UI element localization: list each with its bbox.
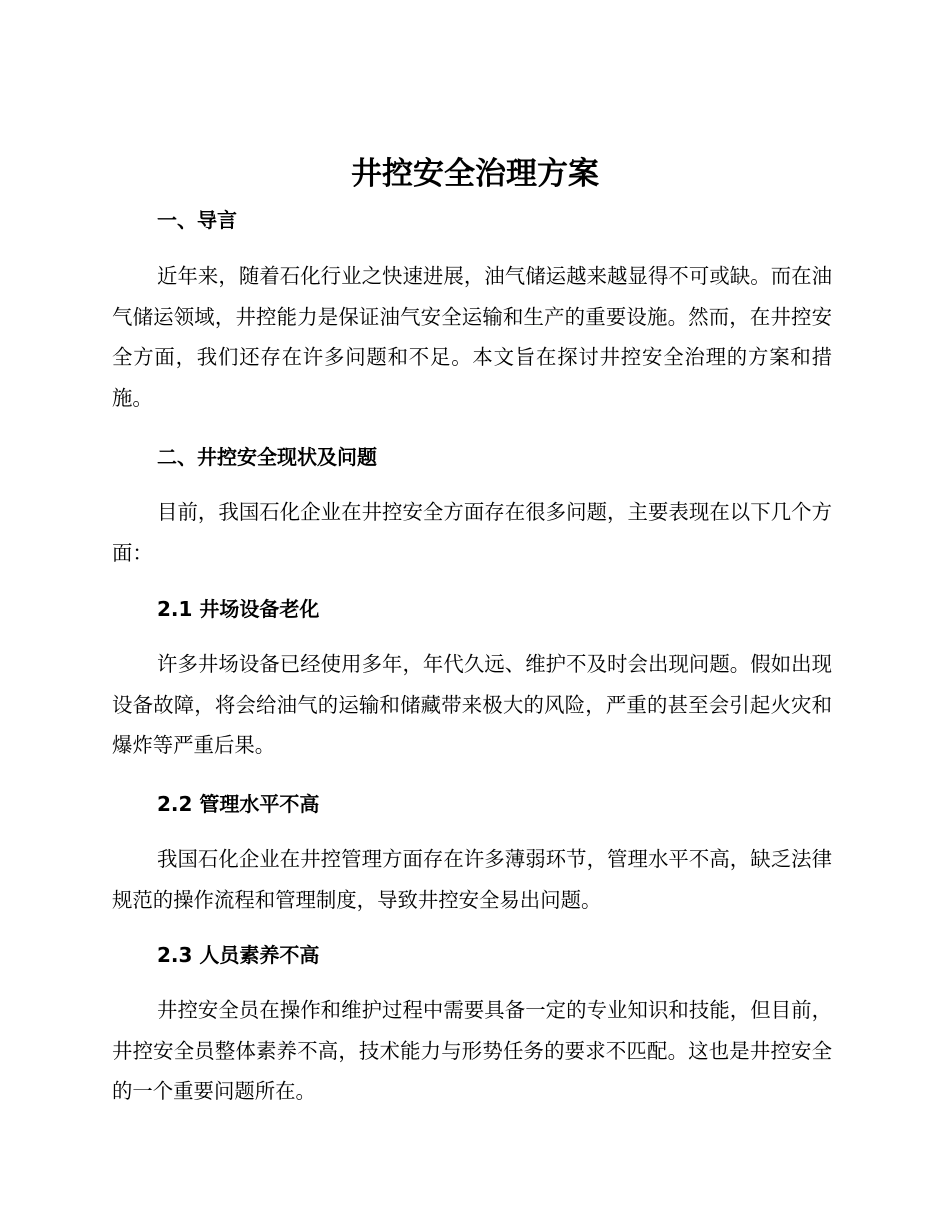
section-heading-status-and-problems: 二、井控安全现状及问题 <box>157 445 377 469</box>
document-title: 井控安全治理方案 <box>351 156 599 192</box>
section-paragraph-introduction: 近年来，随着石化行业之快速进展，油气储运越来越显得不可或缺。而在油气储运领域，井控能力是保证油气安全运输和生产的重要设施。然而，在井控安全方面，我们还存在许多问题和不足。本文旨在探讨井控安全治理的方案和措施。 <box>112 264 832 411</box>
subsection-heading-equipment-aging: 2.1 井场设备老化 <box>157 597 320 621</box>
subsection-paragraph-equipment-aging: 许多井场设备已经使用多年，年代久远、维护不及时会出现问题。假如出现设备故障，将会给油气的运输和储藏带来极大的风险，严重的甚至会引起火灾和爆炸等严重后果。 <box>112 652 832 758</box>
section-heading-introduction: 一、导言 <box>157 208 237 232</box>
subsection-heading-management-level: 2.2 管理水平不高 <box>157 792 320 816</box>
subsection-heading-personnel-quality: 2.3 人员素养不高 <box>157 943 320 967</box>
subsection-paragraph-personnel-quality: 井控安全员在操作和维护过程中需要具备一定的专业知识和技能，但目前，井控安全员整体素养不高，技术能力与形势任务的要求不匹配。这也是井控安全的一个重要问题所在。 <box>112 998 832 1104</box>
section-paragraph-status-and-problems: 目前，我国石化企业在井控安全方面存在很多问题，主要表现在以下几个方面： <box>112 500 832 565</box>
subsection-paragraph-management-level: 我国石化企业在井控管理方面存在许多薄弱环节，管理水平不高，缺乏法律规范的操作流程和管理制度，导致井控安全易出问题。 <box>112 847 832 912</box>
